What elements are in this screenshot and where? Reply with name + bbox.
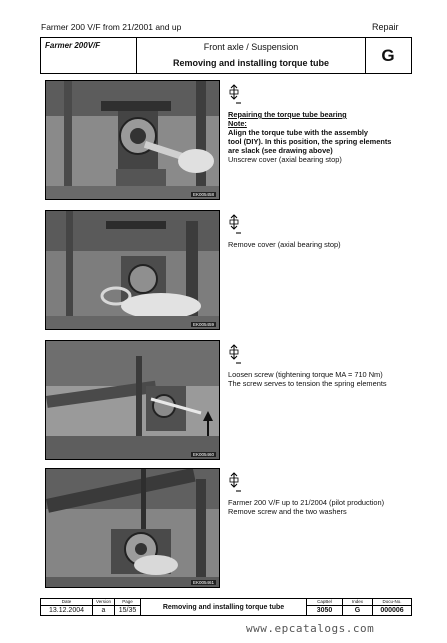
step-2-instruction: Remove cover (axial bearing stop) — [228, 240, 341, 249]
title-box — [40, 37, 412, 74]
step-1-text — [228, 110, 413, 164]
title-model: Farmer 200V/F — [41, 38, 137, 73]
footer-docu: 000006 — [380, 607, 404, 614]
footer-date: 13.12.2004 — [48, 607, 85, 614]
footer-date-label: Date — [41, 599, 92, 606]
step-2-photo — [45, 210, 220, 330]
footer-capitel-cell — [307, 599, 343, 615]
footer-page-cell — [115, 599, 141, 615]
footer-version: a — [101, 607, 106, 614]
step-3-instruction-1: Loosen screw (tightening torque MA = 710 Nm) — [228, 370, 383, 379]
step-4-photo-code: EK005461 — [192, 580, 214, 585]
group-letter: G — [381, 46, 395, 65]
footer-index-cell — [343, 599, 373, 615]
footer-version-cell — [93, 599, 115, 615]
footer-version-label: Version — [93, 599, 114, 606]
step-1-note-line-1: Align the torque tube with the assembly — [228, 128, 369, 137]
footer-page: 15/35 — [118, 607, 137, 614]
footer-table — [40, 598, 412, 616]
step-4-instruction-1: Farmer 200 V/F up to 21/2004 (pilot production) — [228, 498, 385, 507]
step-2-arrow-icon — [227, 214, 241, 236]
step-3-arrow-icon — [227, 344, 241, 366]
step-1-note-label: Note: — [228, 119, 247, 128]
footer-index: G — [354, 607, 361, 614]
footer-title: Removing and installing torque tube — [141, 599, 307, 615]
step-4-text — [228, 498, 413, 516]
header-category: Repair — [372, 22, 399, 32]
step-4-arrow-icon — [227, 472, 241, 494]
step-1-photo-code: EK005458 — [192, 192, 214, 197]
step-4-instruction-2: Remove screw and the two washers — [228, 507, 347, 516]
step-1-photo — [45, 80, 220, 200]
step-1-heading: Repairing the torque tube bearing — [228, 110, 347, 119]
header-model-range: Farmer 200 V/F from 21/2001 and up — [41, 22, 182, 32]
step-2-text — [228, 240, 413, 249]
footer-page-label: Page — [115, 599, 140, 606]
step-3-photo-code: EK005460 — [192, 452, 214, 457]
footer-index-label: Index — [343, 599, 372, 606]
watermark: www.epcatalogs.com — [246, 622, 375, 635]
footer-docu-label: Docu-No. — [373, 599, 411, 606]
footer-docu-cell — [373, 599, 411, 615]
step-3-instruction-2: The screw serves to tension the spring elements — [228, 379, 387, 388]
step-4-photo — [45, 468, 220, 588]
step-1-arrow-icon — [227, 84, 241, 106]
step-1-note-line-2: tool (DIY). In this position, the spring elements — [228, 137, 392, 146]
step-1-instruction: Unscrew cover (axial bearing stop) — [228, 155, 342, 164]
footer-date-cell — [41, 599, 93, 615]
step-3-photo — [45, 340, 220, 460]
step-2-photo-code: EK005459 — [192, 322, 214, 327]
step-3-text — [228, 370, 413, 388]
step-1-note-line-3: are slack (see drawing above) — [228, 146, 333, 155]
title-middle — [137, 38, 366, 73]
footer-capitel-label: CapBel — [307, 599, 342, 606]
procedure-title: Removing and installing torque tube — [172, 58, 329, 68]
footer-capitel: 3050 — [316, 607, 333, 614]
section-title: Front axle / Suspension — [203, 42, 299, 52]
